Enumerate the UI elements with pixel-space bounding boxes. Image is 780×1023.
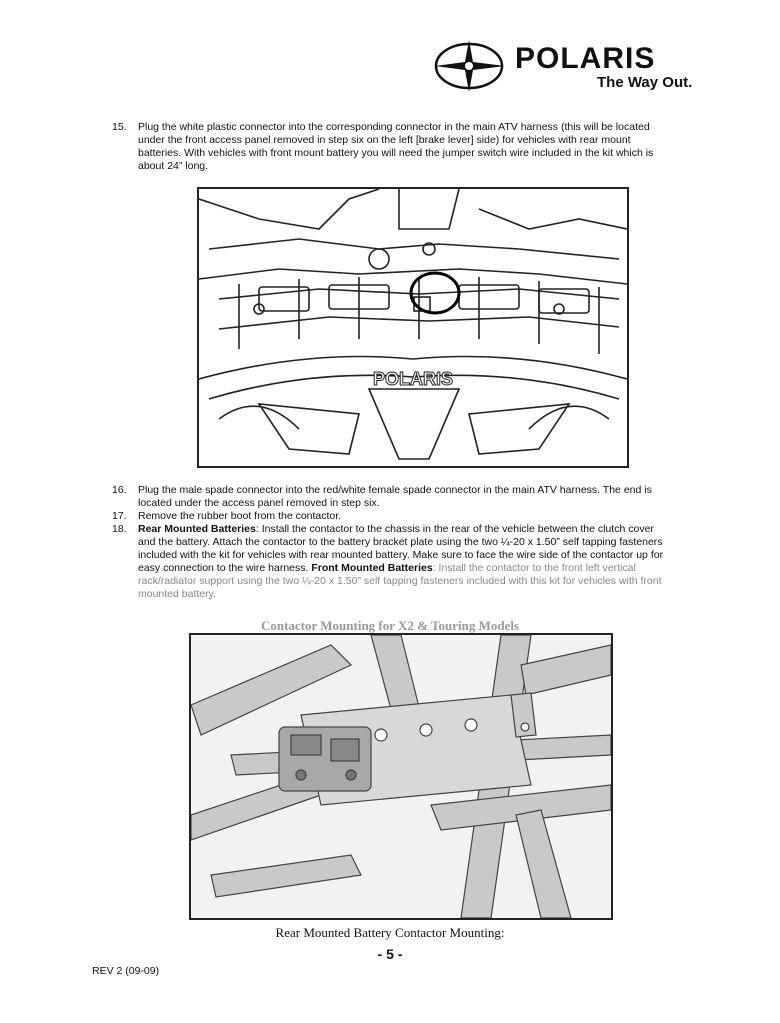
step-text: Plug the white plastic connector into the corresponding connector in the main ATV harness (this will be located under the front access panel removed in step six on the left [brake lever] side) for vehicles with rear mount batteries. With vehicles with front mount battery you will need the jumper switch wire included in the kit which is about 24” long. [138,121,654,172]
bumper-logo-text: POLARIS [372,369,454,389]
rear-batteries-label: Rear Mounted Batteries [138,523,256,535]
step-number: 15. [112,121,127,133]
page-number: - 5 - [377,946,403,962]
atv-front-figure [197,187,629,468]
step-16 [112,484,672,510]
step-17 [112,510,672,523]
step-list-bottom [112,484,672,601]
step-number: 18. [112,523,127,535]
polaris-logo [433,36,733,96]
step-number: 17. [112,510,127,522]
figure2-caption: Rear Mounted Battery Contactor Mounting: [275,925,505,940]
atv-front-drawing [199,189,627,466]
front-batteries-text: : Install the contactor to the front left vertical rack/radiator support using the two ¼-20 x 1.50” self tapping fasteners included with this kit for vehicles with front mounted battery. [138,562,662,600]
front-batteries-label: Front Mounted Batteries [311,562,433,574]
step-15 [112,121,672,173]
figure2-title: Contactor Mounting for X2 & Touring Models [260,618,520,633]
brand-tagline: The Way Out. [597,74,693,91]
step-text: Plug the male spade connector into the red/white female spade connector in the main ATV harness. The end is located under the access panel removed in step six. [138,484,652,509]
step-number: 16. [112,484,127,496]
brand-wordmark: POLARIS [515,42,656,75]
polaris-star-icon [433,36,509,96]
contactor-mounting-drawing [191,635,611,918]
step-text: Remove the rubber boot from the contactor. [138,510,342,522]
step-18 [112,523,672,601]
contactor-mounting-figure [189,633,613,920]
step-list-top [112,121,672,173]
rear-batteries-text: : Install the contactor to the chassis in the rear of the vehicle between the clutch cover and the battery. Attach the contactor to the battery bracket plate using the two ¼-20 x 1.50” self tapping fasteners included with the kit for vehicles with rear mounted battery. Make sure to face the wire side of the contactor up for easy connection to the wire harness. [138,523,664,574]
revision-label: REV 2 (09-09) [92,965,160,977]
